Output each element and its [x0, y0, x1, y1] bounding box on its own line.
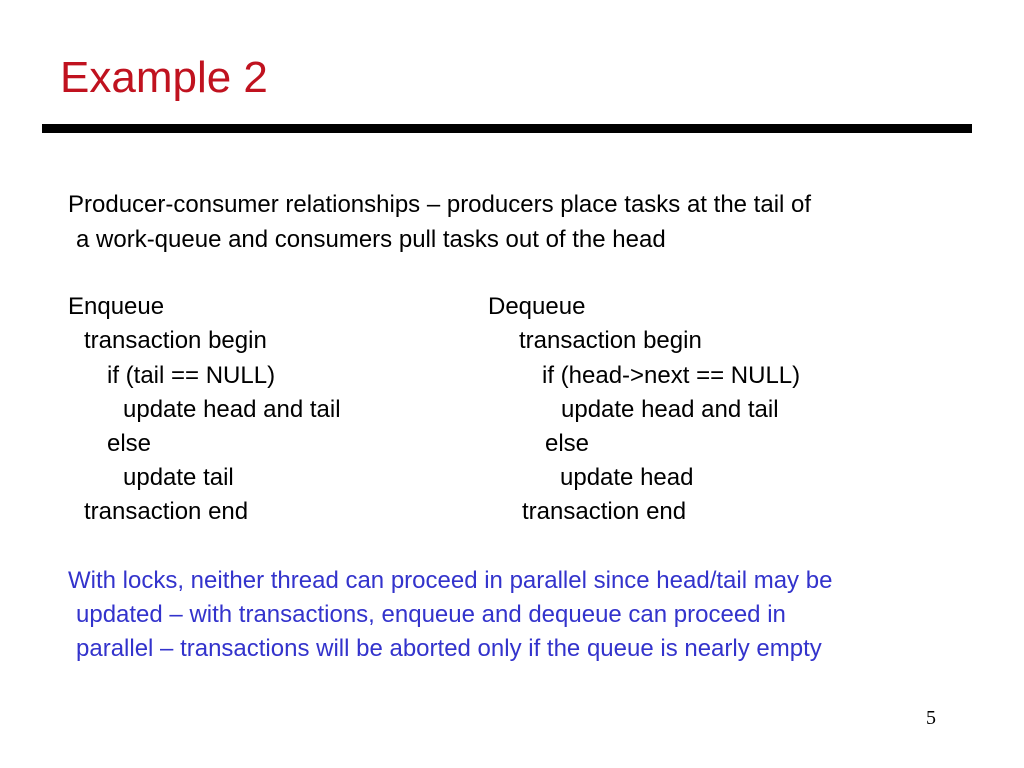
page-number: 5	[926, 707, 936, 729]
title-divider	[42, 124, 972, 133]
conclusion-line-2: updated – with transactions, enqueue and dequeue can proceed in	[76, 601, 786, 628]
slide-title: Example 2	[60, 53, 268, 102]
dequeue-line: transaction end	[522, 498, 687, 525]
enqueue-line: update head and tail	[123, 396, 341, 423]
enqueue-line: else	[107, 430, 152, 457]
enqueue-line: if (tail == NULL)	[107, 362, 276, 389]
enqueue-header: Enqueue	[68, 293, 165, 320]
dequeue-line: if (head->next == NULL)	[542, 362, 801, 389]
dequeue-line: update head	[560, 464, 694, 491]
dequeue-line: transaction begin	[519, 327, 702, 354]
dequeue-line: update head and tail	[561, 396, 779, 423]
conclusion-line-3: parallel – transactions will be aborted only if the queue is nearly empty	[76, 635, 822, 662]
intro-line-2: a work-queue and consumers pull tasks out of the head	[76, 226, 666, 253]
dequeue-header: Dequeue	[488, 293, 586, 320]
enqueue-line: update tail	[123, 464, 234, 491]
conclusion-line-1: With locks, neither thread can proceed in parallel since head/tail may be	[68, 567, 833, 594]
intro-line-1: Producer-consumer relationships – producers place tasks at the tail of	[68, 191, 812, 218]
dequeue-line: else	[545, 430, 590, 457]
enqueue-line: transaction begin	[84, 327, 267, 354]
enqueue-line: transaction end	[84, 498, 249, 525]
